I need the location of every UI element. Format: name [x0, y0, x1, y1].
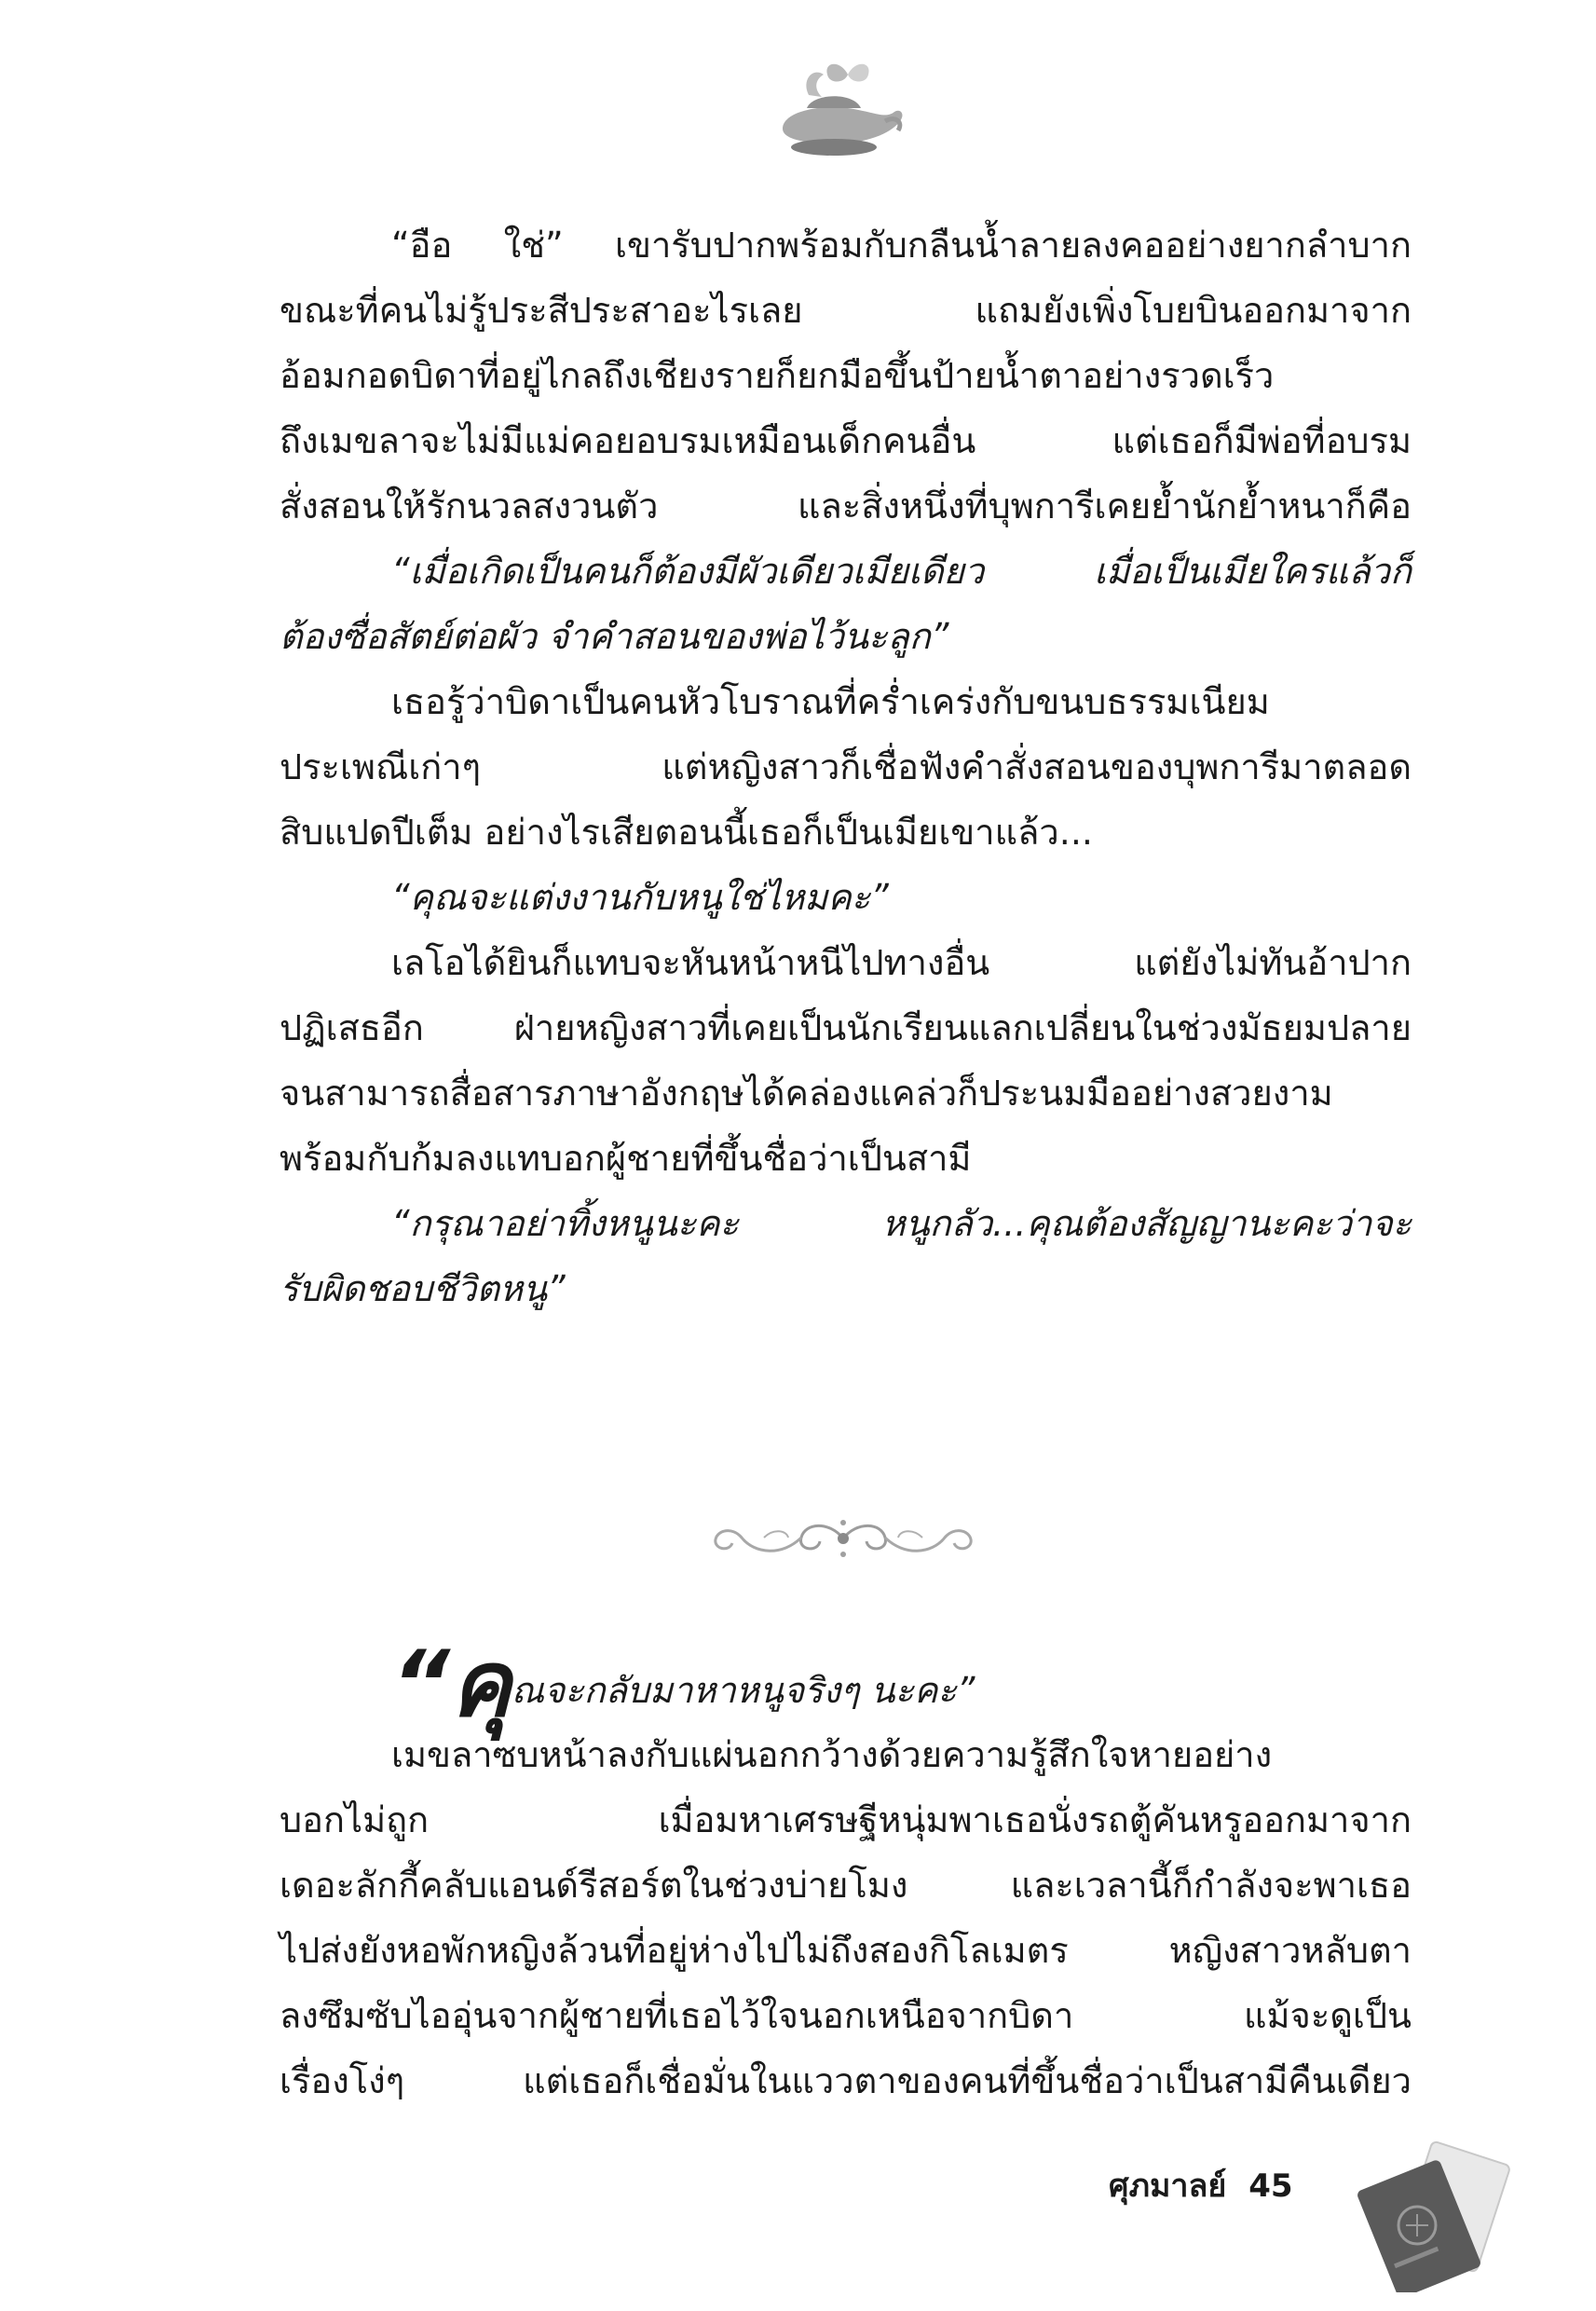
paragraph-line: รับผิดชอบชีวิตหนู”: [280, 1268, 566, 1309]
passport-icon: [1356, 2134, 1514, 2292]
paragraph-line: เรื่องโง่ๆ แต่เธอก็เชื่อมั่นในแววตาของคนที่ขึ้นชื่อว่าเป็นสามีคืนเดียว: [280, 2060, 1412, 2101]
genie-lamp-icon: [755, 47, 913, 163]
text-block-2: [280, 1632, 1412, 2113]
paragraph-line: สิบแปดปีเต็ม อย่างไรเสียตอนนี้เธอก็เป็นเมียเขาแล้ว...: [280, 812, 1093, 853]
paragraph-line: ขณะที่คนไม่รู้ประสีประสาอะไรเลย แถมยังเพิ่งโบยบินออกมาจาก: [280, 290, 1412, 331]
page-number: 45: [1248, 2167, 1293, 2205]
paragraph-line: เมขลาซบหน้าลงกับแผ่นอกกว้างด้วยความรู้สึกใจหายอย่าง: [391, 1734, 1273, 1775]
paragraph-line: จนสามารถสื่อสารภาษาอังกฤษได้คล่องแคล่วก็ประนมมืออย่างสวยงาม: [280, 1073, 1333, 1114]
text-block-1: [280, 212, 1412, 1321]
paragraph-line: ถึงเมขลาจะไม่มีแม่คอยอบรมเหมือนเด็กคนอื่น แต่เธอก็มีพ่อที่อบรม: [280, 420, 1412, 461]
paragraph-line: “คุณจะแต่งงานกับหนูใช่ไหมคะ”: [391, 877, 889, 918]
paragraph-line: เดอะลักกี้คลับแอนด์รีสอร์ตในช่วงบ่ายโมง และเวลานี้ก็กำลังจะพาเธอ: [280, 1865, 1412, 1906]
paragraph-line: เธอรู้ว่าบิดาเป็นคนหัวโบราณที่คร่ำเคร่งกับขนบธรรมเนียม: [391, 681, 1270, 722]
paragraph-line: ลงซึมซับไออุ่นจากผู้ชายที่เธอไว้ใจนอกเหนือจากบิดา แม้จะดูเป็น: [280, 1995, 1412, 2036]
author-name: ศุภมาลย์: [1109, 2167, 1227, 2205]
paragraph-line: “อือ ใช่” เขารับปากพร้อมกับกลืนน้ำลายลงคออย่างยากลำบาก: [391, 225, 1412, 266]
paragraph-line: เลโอได้ยินก็แทบจะหันหน้าหนีไปทางอื่น แต่ยังไม่ทันอ้าปาก: [391, 942, 1412, 983]
paragraph-line: ปฏิเสธอีก ฝ่ายหญิงสาวที่เคยเป็นนักเรียนแลกเปลี่ยนในช่วงมัธยมปลาย: [280, 1007, 1412, 1048]
drop-cap: “คุ: [391, 1632, 512, 1738]
paragraph-line: ประเพณีเก่าๆ แต่หญิงสาวก็เชื่อฟังคำสั่งสอนของบุพการีมาตลอด: [280, 746, 1412, 787]
page-footer: [1109, 2160, 1293, 2210]
paragraph-line: อ้อมกอดบิดาที่อยู่ไกลถึงเชียงรายก็ยกมือขึ้นป้ายน้ำตาอย่างรวดเร็ว: [280, 355, 1275, 396]
paragraph-line: ต้องซื่อสัตย์ต่อผัว จำคำสอนของพ่อไว้นะลูก”: [280, 616, 949, 657]
paragraph-line: สั่งสอนให้รักนวลสงวนตัว และสิ่งหนึ่งที่บุพการีเคยย้ำนักย้ำหนาก็คือ: [280, 485, 1412, 526]
paragraph-line: ไปส่งยังหอพักหญิงล้วนที่อยู่ห่างไปไม่ถึงสองกิโลเมตร หญิงสาวหลับตา: [280, 1930, 1412, 1971]
paragraph-line: “เมื่อเกิดเป็นคนก็ต้องมีผัวเดียวเมียเดียว เมื่อเป็นเมียใครแล้วก็: [391, 551, 1412, 592]
paragraph-line: บอกไม่ถูก เมื่อมหาเศรษฐีหนุ่มพาเธอนั่งรถตู้คันหรูออกมาจาก: [280, 1799, 1412, 1840]
chapter-opening-text: ณจะกลับมาหาหนูจริงๆ นะคะ”: [511, 1670, 975, 1711]
paragraph-line: พร้อมกับก้มลงแทบอกผู้ชายที่ขึ้นชื่อว่าเป็นสามี: [280, 1138, 972, 1179]
paragraph-line: “กรุณาอย่าทิ้งหนูนะคะ หนูกลัว...คุณต้องสัญญานะคะว่าจะ: [391, 1203, 1412, 1244]
ornament-divider-icon: [708, 1510, 978, 1567]
chapter-opening-line: [280, 1632, 1412, 1738]
